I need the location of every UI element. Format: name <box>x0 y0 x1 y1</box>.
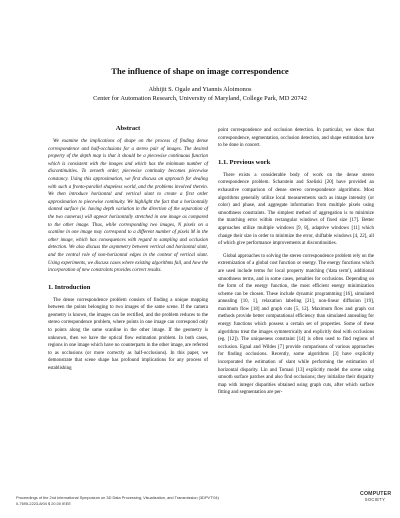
introduction-continuation: point correspondence and occlusion detection. In particular, we show that correspondence, segmentation, occlusion detection, and shape estimation have to be done in concert. <box>218 128 374 149</box>
proceedings-footer <box>16 495 316 507</box>
right-column <box>218 127 374 397</box>
left-column <box>48 125 208 373</box>
previous-work-paragraph-2: Global approaches to solving the stereo correspondence problem rely on the extremization of a global cost function or energy. The energy functions which are used include terms for local property matching ('data term'), additional smoothness terms, and in some cases, penalties for occlusions. Depending on the form of the energy function, the most efficient energy minimization scheme can be chosen. These include dynamic programming [16], simulated annealing [10, 1], relaxation labeling [21], non-linear diffusion [19], maximum flow [18] and graph cuts [5, 12]. Maximum flow and graph cut methods provide better computational efficiency than simulated annealing for energy functions which possess a certain set of properties. Some of these algorithms treat the images symmetrically and explicitly deal with occlusions (eg. [12]). The uniqueness constraint [14] is often used to find regions of occlusion. Egnal and Wildes [7] provide comparisons of various approaches for finding occlusions. Recently, some algorithms [3] have explicitly incorporated the estimation of slant while performing the estimation of horizontal disparity. Lin and Tomasi [13] explicitly model the scene using smooth surface patches and also find occlusions; they initialize their disparity map with integer disparities obtained using graph cuts, after which surface fitting and segmentation are per- <box>218 253 374 396</box>
logo-line-1: COMPUTER <box>360 491 392 497</box>
footer-proceedings-line: Proceedings of the 2nd International Symposium on 3D Data Processing, Visualization, and Transmission (3DPVT'04) <box>16 495 219 500</box>
previous-work-paragraph-1: There exists a considerable body of work on the dense stereo correspondence problem. Scharstein and Szeliski [20] have provided an exhaustive comparison of dense stereo correspondence algorithms. Most algorithms generally utilize local measurements such as image intensity (or color) and phase, and aggregate information from multiple pixels using smoothness constraints. The simplest method of aggregation is to minimize the matching error within rectangular windows of fixed size [17]. Better approaches utilize multiple windows [9, 8], adaptive windows [11] which change their size in order to minimize the error, shiftable windows [4, 22], all of which give performance improvements at discontinuities. <box>218 172 374 247</box>
logo-line-2: SOCIETY <box>364 497 386 502</box>
paper-affiliation: Center for Automation Research, University of Maryland, College Park, MD 20742 <box>93 95 307 102</box>
introduction-heading: 1. Introduction <box>48 283 91 291</box>
computer-society-logo <box>360 491 390 502</box>
abstract-heading: Abstract <box>115 125 141 132</box>
introduction-text: The dense correspondence problem consists of finding a unique mapping between the points belonging to two images of the same scene. If the camera geometry is known, the images can be rectified, and the problem reduces to the stereo correspondence problem, where points in one image can correspond only to points along the same scanline in the other image. If the geometry is unknown, then we have the optical flow estimation problem. In both cases, regions in one image which have no counterparts in the other image, are referred to as occlusions (or more correctly as half-occlusions). In this paper, we demonstrate that scene shape has profound implications for any process of establishing <box>48 297 208 372</box>
paper-authors: Abhijit S. Ogale and Yiannis Aloimonos <box>148 86 252 93</box>
abstract-text: We examine the implications of shape on the process of finding dense correspondence and half-occlusions for a stereo pair of images. The desired property of the depth map is that it should be a piecewise continuous function which is consistent with the images and which has the minimum number of discontinuities. To zeroeth order, piecewise continuity becomes piecewise constancy. Using this approximation, we first discuss an approach for dealing with such a fronto-parallel shapeless world, and the problems involved therein. We then introduce horizontal and vertical slant to create a first order approximation to piecewise continuity. We highlight the fact that a horizontally slanted surface (ie. having depth variation in the direction of the separation of the two cameras) will appear horizontally stretched in one image as compared to the other image. Thus, while corresponding two images, N pixels on a scanline in one image may correspond to a different number of pixels M in the other image, which has consequences with regard to sampling and occlusion detection. We also discuss the asymmetry between vertical and horizontal slant, and the central role of non-horizontal edges in the context of vertical slant. Using experiments, we discuss cases where existing algorithms fail, and how the incorporation of new constraints provides correct results. <box>48 139 208 274</box>
previous-work-heading: 1.1. Previous work <box>218 158 271 166</box>
paper-title: The influence of shape on image correspondence <box>111 66 289 76</box>
footer-isbn-line: 0-7695-2223-8/04 $ 20.00 IEEE <box>16 501 71 506</box>
